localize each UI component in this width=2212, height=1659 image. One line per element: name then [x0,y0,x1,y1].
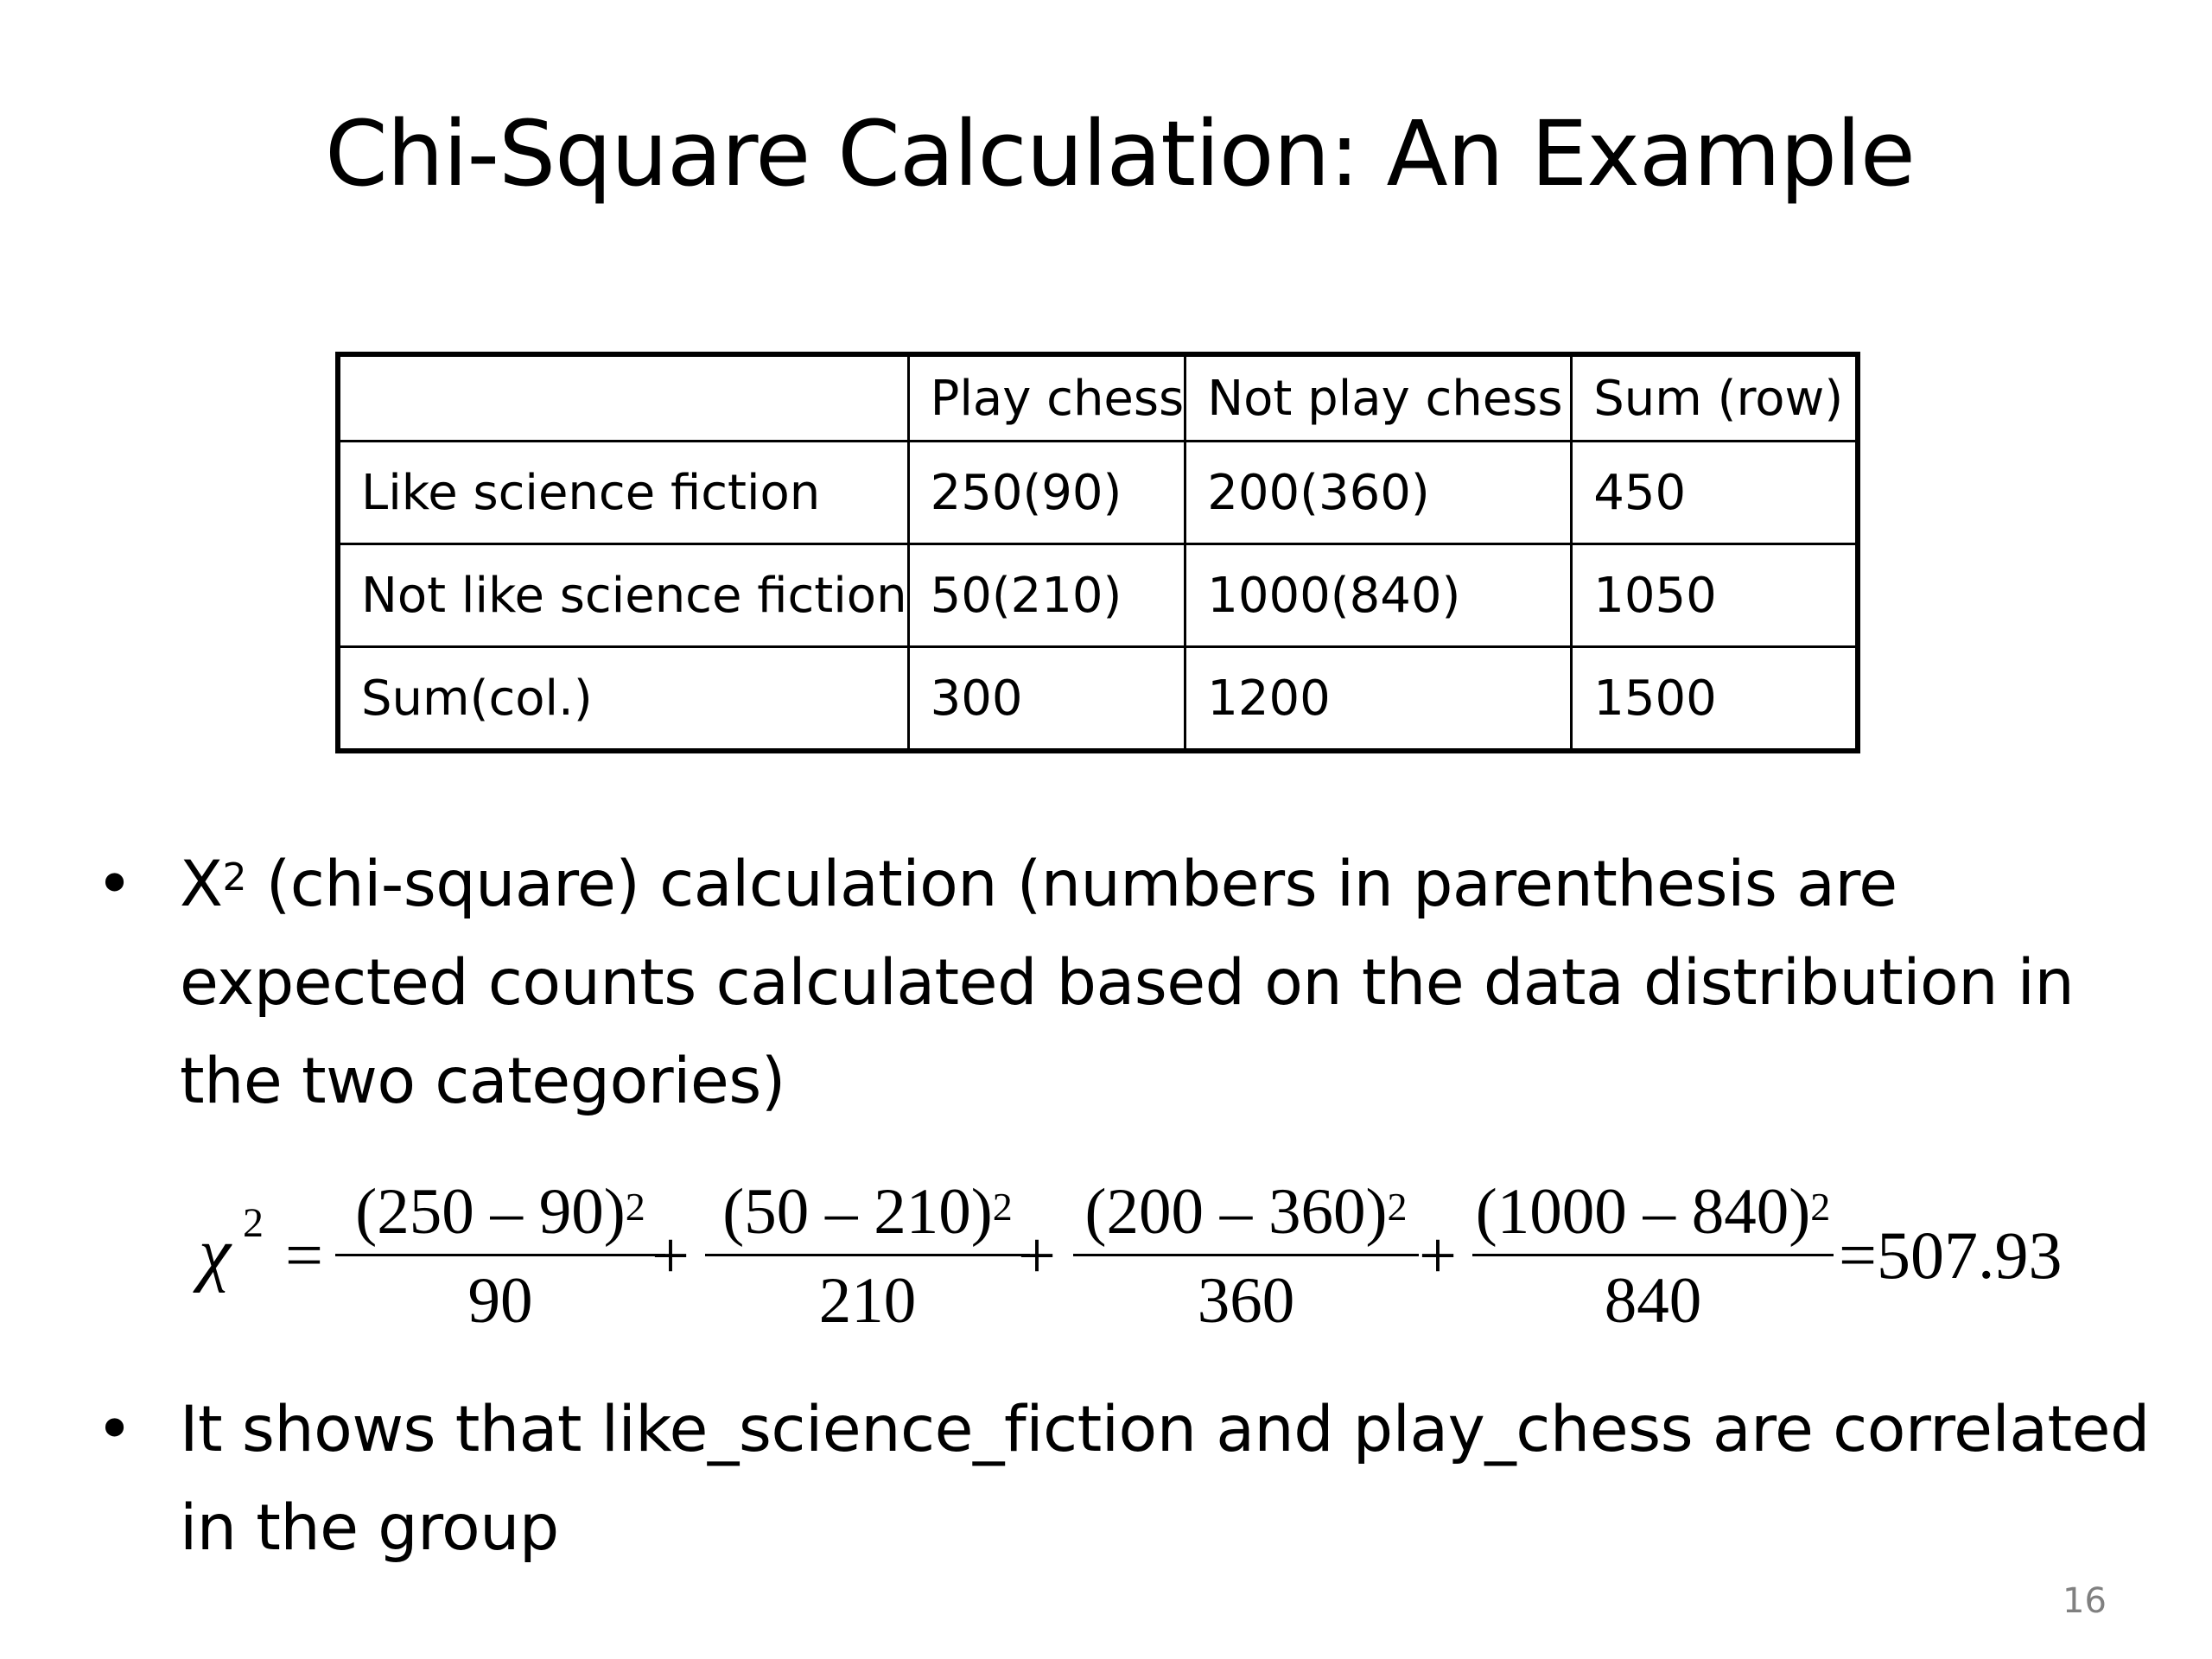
result-equals-sign: = [1839,1217,1877,1293]
header-cell-sum-row: Sum (row) [1572,354,1858,442]
plus-sign: + [1018,1217,1056,1293]
numerator: (50 – 210) [722,1176,993,1248]
bullet-dot: • [96,1393,133,1466]
equals-sign: = [285,1217,323,1293]
result-value: 507.93 [1877,1217,2063,1293]
numerator: (200 – 360) [1084,1176,1388,1248]
fraction-term-4 [1472,1173,1834,1341]
numerator-exponent: 2 [1810,1185,1831,1229]
bullet-lead-symbol: X [180,848,223,921]
header-cell-empty [338,354,908,442]
denominator: 840 [1604,1265,1702,1337]
denominator: 210 [818,1265,917,1337]
slide-title: Chi-Square Calculation: An Example [325,101,1915,207]
row-label: Not like science fiction [338,544,908,647]
table-cell: 1200 [1185,647,1572,752]
bullet-conclusion [96,1381,2167,1578]
table-row [338,544,1858,647]
table-cell: 250(90) [908,442,1185,544]
page-number: 16 [2063,1581,2107,1621]
table-row [338,647,1858,752]
formula-result [1839,1217,2063,1294]
fraction-term-3 [1073,1173,1419,1341]
contingency-table [335,352,1860,753]
plus-sign: + [652,1217,690,1293]
table-cell: 1000(840) [1185,544,1572,647]
table-cell: 1050 [1572,544,1858,647]
row-label: Sum(col.) [338,647,908,752]
bullet-text: (chi-square) calculation (numbers in parenthesis are expected counts calculated based on the data distribution in the two categories) [180,848,2075,1118]
header-cell-not-play-chess: Not play chess [1185,354,1572,442]
bullet-chi-square-explanation [96,836,2167,1131]
table-cell: 450 [1572,442,1858,544]
table-header-row [338,354,1858,442]
chi-symbol: χ [199,1213,231,1294]
numerator-exponent: 2 [1387,1185,1408,1229]
chi-square-formula [195,1173,2131,1346]
table-cell: 50(210) [908,544,1185,647]
header-cell-play-chess: Play chess [908,354,1185,442]
fraction-term-2 [705,1173,1030,1341]
bullet-dot: • [96,848,133,921]
bullet-superscript: 2 [222,855,247,899]
numerator-exponent: 2 [625,1185,645,1229]
table-row [338,442,1858,544]
fraction-term-1 [335,1173,665,1341]
chi-exponent: 2 [243,1200,264,1246]
bullet-text: It shows that like_science_fiction and play_chess are correlated in the group [180,1393,2150,1565]
numerator: (250 – 90) [355,1176,626,1248]
denominator: 360 [1197,1265,1295,1337]
denominator: 90 [467,1265,533,1337]
table-cell: 200(360) [1185,442,1572,544]
numerator-exponent: 2 [992,1185,1013,1229]
row-label: Like science fiction [338,442,908,544]
table-cell: 1500 [1572,647,1858,752]
table-cell: 300 [908,647,1185,752]
numerator: (1000 – 840) [1475,1176,1811,1248]
plus-sign: + [1419,1217,1457,1293]
